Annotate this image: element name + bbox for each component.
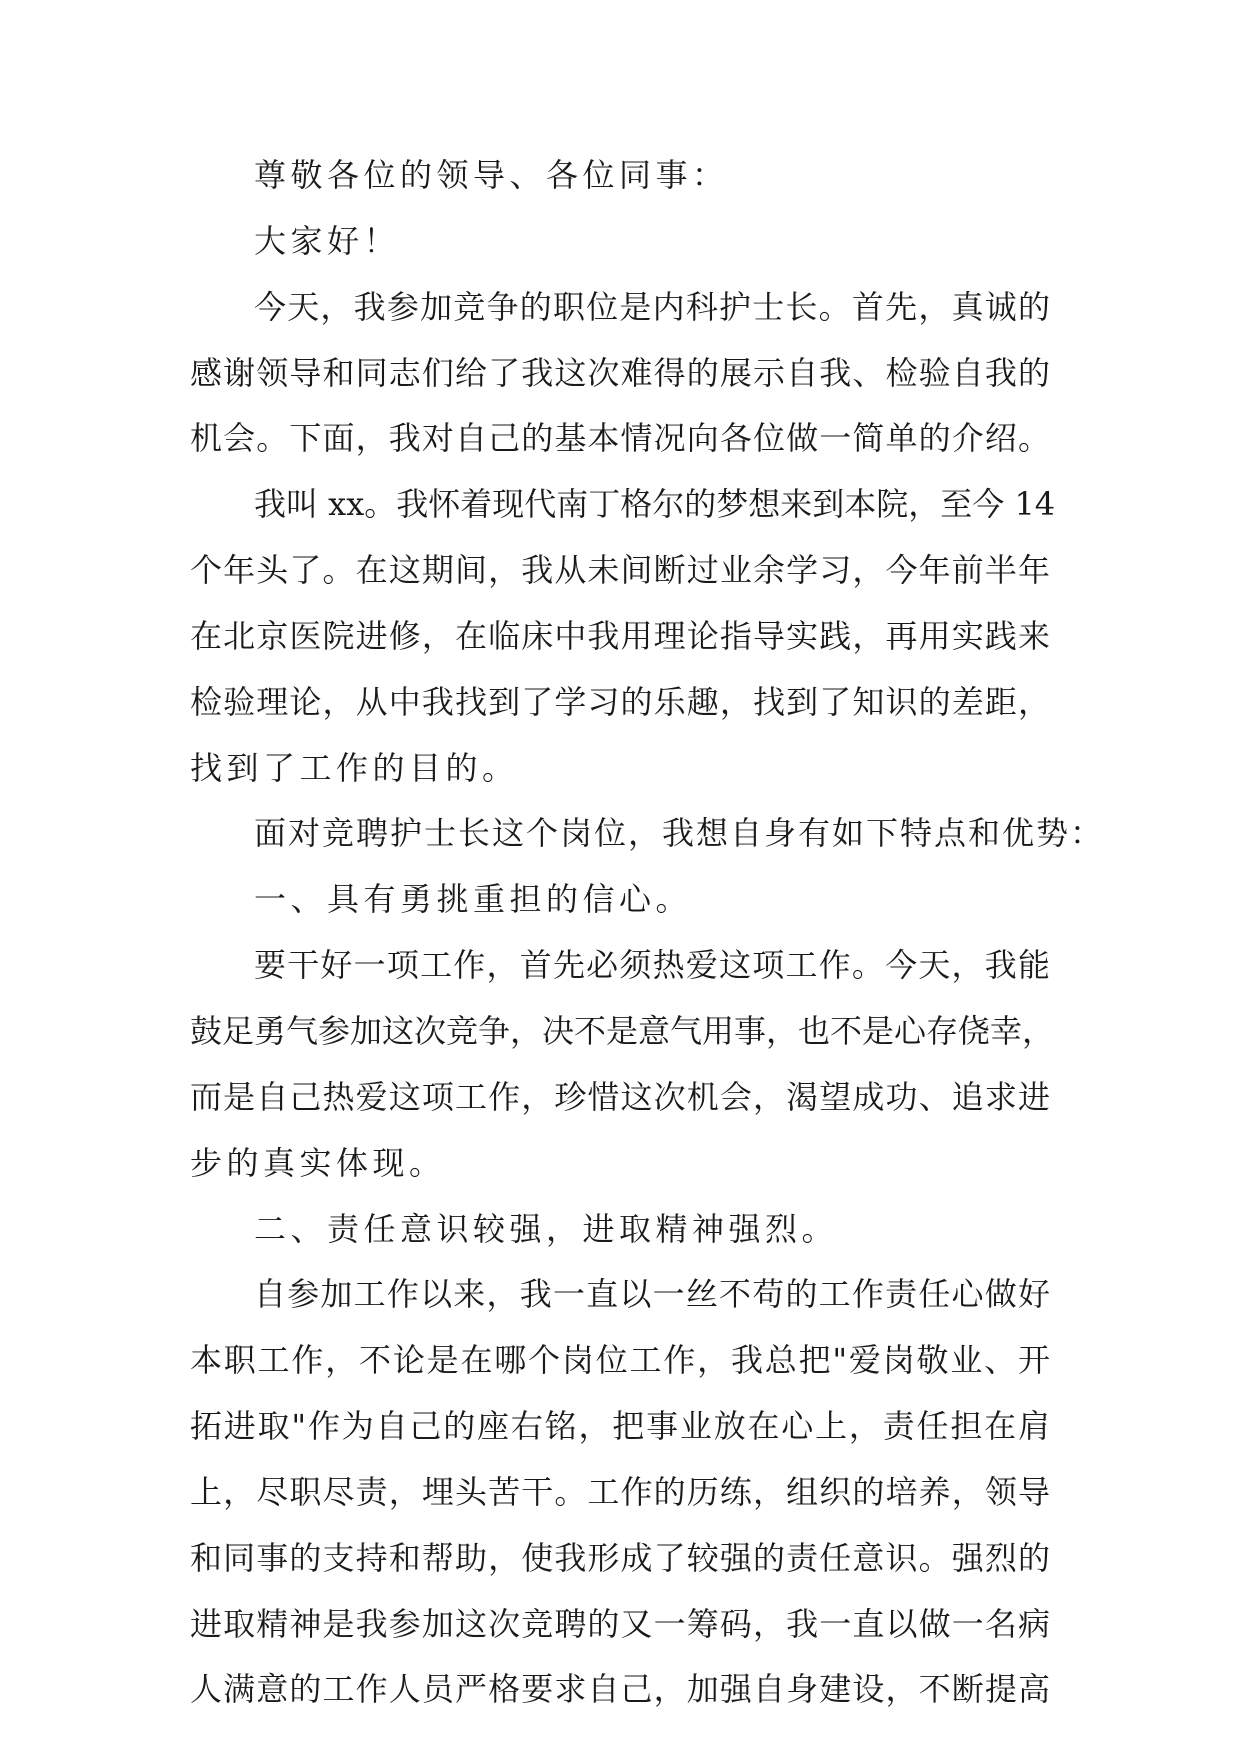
document-body xyxy=(190,156,1105,1739)
paragraph-line: 要干好一项工作，首先必须热爱这项工作。今天，我能 xyxy=(254,946,1050,985)
paragraph-line: 感谢领导和同志们给了我这次难得的展示自我、检验自我的 xyxy=(190,353,1050,392)
paragraph-line: 拓进取"作为自己的座右铭，把事业放在心上，责任担在肩 xyxy=(190,1407,1050,1446)
paragraph-line: 本职工作，不论是在哪个岗位工作，我总把"爱岗敬业、开 xyxy=(190,1341,1050,1380)
salutation: 尊敬各位的领导、各位同事： xyxy=(254,156,729,194)
section-heading: 二、责任意识较强，进取精神强烈。 xyxy=(254,1209,839,1248)
paragraph-line: 找到了工作的目的。 xyxy=(190,748,519,787)
paragraph-line: 机会。下面，我对自己的基本情况向各位做一简单的介绍。 xyxy=(190,419,1050,458)
paragraph-line: 自参加工作以来，我一直以一丝不苟的工作责任心做好 xyxy=(254,1275,1050,1314)
greeting: 大家好！ xyxy=(254,221,401,260)
paragraph-line: 上，尽职尽责，埋头苦干。工作的历练，组织的培养，领导 xyxy=(190,1472,1050,1511)
paragraph-line: 今天，我参加竞争的职位是内科护士长。首先，真诚的 xyxy=(254,287,1050,326)
paragraph-line: 在北京医院进修，在临床中我用理论指导实践，再用实践来 xyxy=(190,616,1050,655)
paragraph-line: 步的真实体现。 xyxy=(190,1143,446,1182)
paragraph-line: 鼓足勇气参加这次竞争，决不是意气用事，也不是心存侥幸， xyxy=(190,1011,1055,1050)
paragraph-line: 个年头了。在这期间，我从未间断过业余学习，今年前半年 xyxy=(190,551,1050,590)
paragraph-line: 和同事的支持和帮助，使我形成了较强的责任意识。强烈的 xyxy=(190,1538,1050,1577)
paragraph-line: 人满意的工作人员严格要求自己，加强自身建设，不断提高 xyxy=(190,1670,1050,1709)
paragraph-line: 进取精神是我参加这次竞聘的又一筹码，我一直以做一名病 xyxy=(190,1604,1050,1643)
paragraph-line: 我叫 xx。我怀着现代南丁格尔的梦想来到本院，至今 14 xyxy=(254,485,1056,524)
section-heading: 一、具有勇挑重担的信心。 xyxy=(254,880,693,919)
paragraph-line: 而是自己热爱这项工作，珍惜这次机会，渴望成功、追求进 xyxy=(190,1077,1050,1116)
paragraph-line: 检验理论，从中我找到了学习的乐趣，找到了知识的差距， xyxy=(190,682,1050,721)
paragraph-line: 面对竞聘护士长这个岗位，我想自身有如下特点和优势： xyxy=(254,814,1105,853)
